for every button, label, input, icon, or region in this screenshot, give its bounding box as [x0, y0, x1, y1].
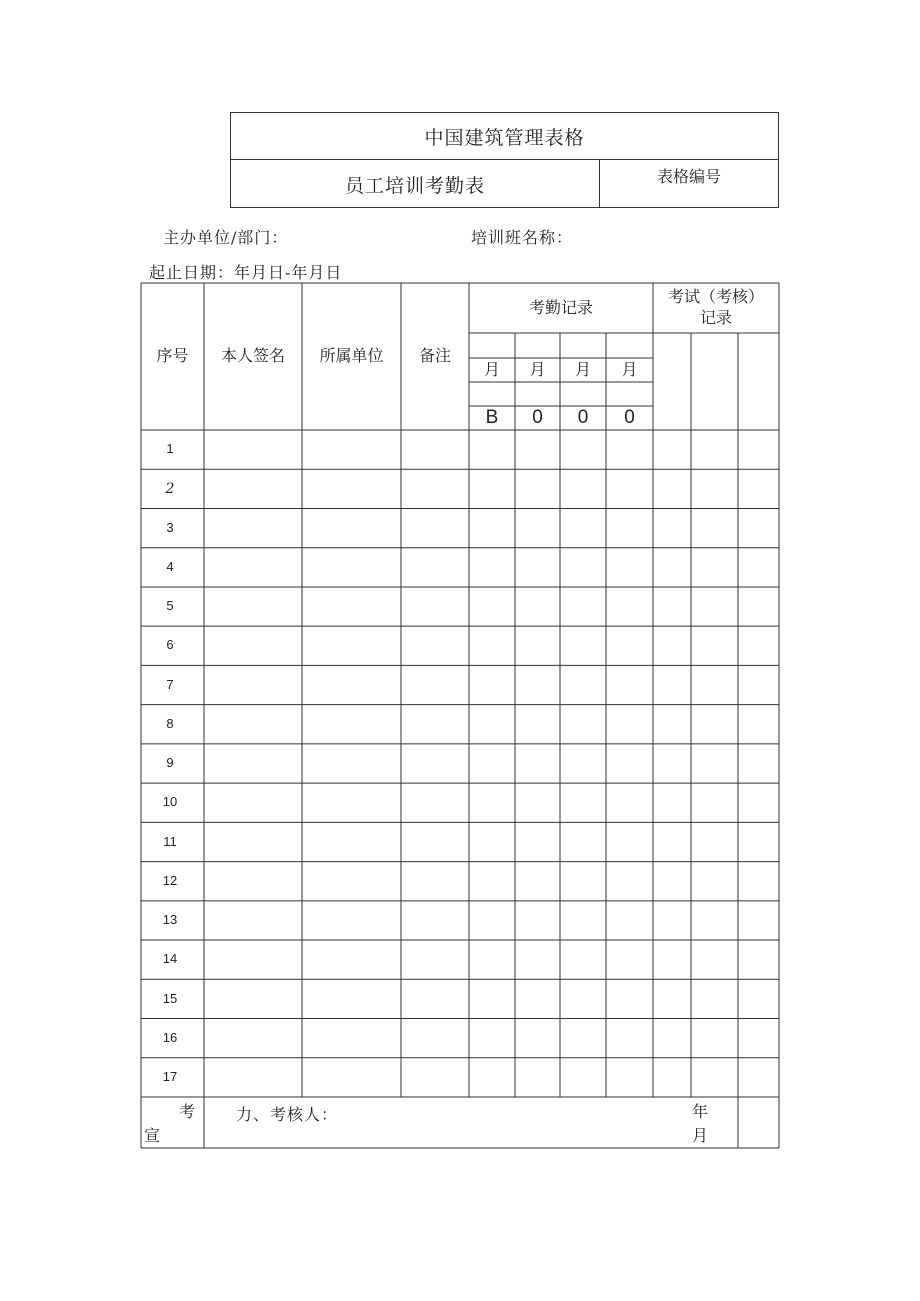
org-title: 中国建筑管理表格	[231, 113, 778, 160]
month-label-1: 月	[483, 359, 500, 379]
footer-label-top: 考	[178, 1101, 195, 1121]
row-number: 14	[162, 951, 178, 967]
col-remark-header: 备注	[418, 346, 451, 366]
form-header	[230, 112, 779, 208]
row-number: 8	[166, 715, 174, 731]
row-number: 11	[163, 833, 177, 849]
day-code-1: B	[485, 406, 499, 428]
row-number: 13	[162, 912, 178, 928]
row-number: 6	[166, 637, 174, 653]
day-code-3: 0	[577, 406, 589, 428]
row-number: 4	[166, 558, 174, 574]
form-title: 员工培训考勤表	[231, 160, 600, 208]
month-label-4: 月	[621, 359, 638, 379]
row-number: 2	[165, 480, 175, 497]
row-number: 3	[166, 519, 174, 535]
row-number: 12	[162, 872, 178, 888]
exam-header	[653, 283, 779, 333]
attendance-header: 考勤记录	[528, 297, 593, 317]
col-signature-header: 本人签名	[220, 346, 285, 366]
class-name-label: 培训班名称：	[471, 228, 574, 247]
row-number: 5	[166, 598, 174, 614]
col-unit-header: 所属单位	[319, 346, 384, 366]
day-code-4: 0	[624, 406, 635, 428]
assessor-label: 力、考核人：	[236, 1105, 339, 1124]
exam-header-line2: 记录	[699, 308, 732, 327]
row-number: 9	[166, 755, 174, 771]
row-number: 10	[162, 794, 178, 810]
footer-year-label: 年	[691, 1101, 708, 1121]
row-number: 15	[162, 990, 178, 1006]
date-range-label: 起止日期：年月日-年月日	[149, 263, 343, 282]
exam-header-line1: 考试（考核）	[667, 287, 764, 307]
day-code-2: 0	[532, 406, 543, 428]
month-label-3: 月	[574, 359, 591, 379]
col-seq-header: 序号	[156, 346, 189, 366]
row-number: 16	[162, 1029, 178, 1045]
month-label-2: 月	[529, 359, 546, 379]
form-code-label: 表格编号	[656, 167, 721, 186]
row-number: 17	[162, 1069, 178, 1085]
footer-month-label: 月	[691, 1125, 708, 1145]
row-number: 1	[166, 441, 174, 457]
row-number: 7	[166, 676, 174, 692]
footer-label-bottom: 宣	[143, 1125, 160, 1145]
organizer-label: 主办单位/部门：	[163, 228, 289, 247]
